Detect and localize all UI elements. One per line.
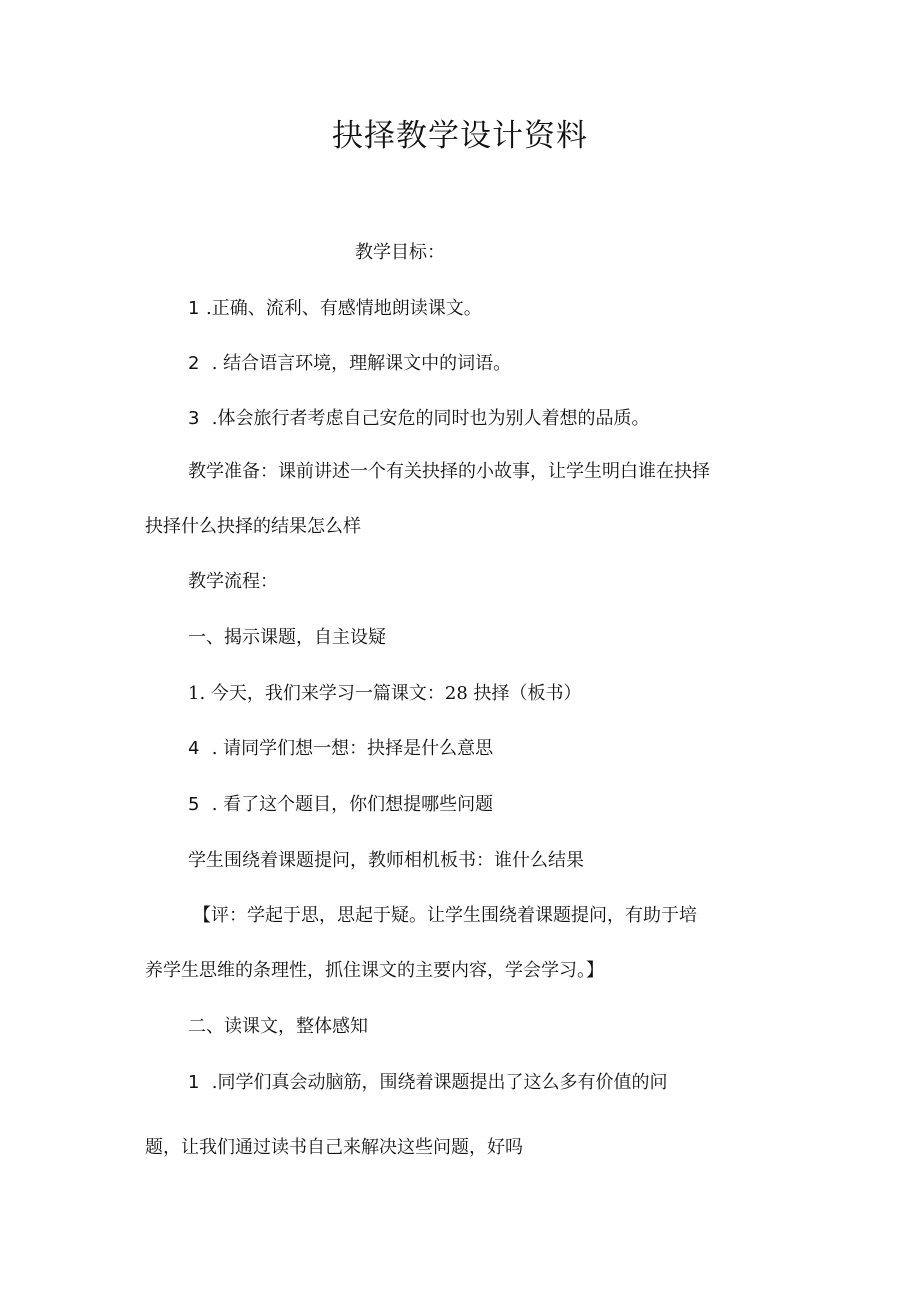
section-1-item-3-text: . 看了这个题目，你们想提哪些问题	[206, 794, 494, 815]
goal-item-2-text: . 结合语言环境，理解课文中的词语。	[206, 353, 512, 374]
section-1-item-3	[188, 792, 493, 818]
section-2-item-1-line-1	[188, 1070, 667, 1096]
document-title: 抉择教学设计资料	[332, 118, 588, 154]
goal-item-1-text: .正确、流利、有感情地朗读课文。	[206, 298, 482, 319]
goal-item-3-number: 3	[188, 408, 200, 429]
goals-heading: 教学目标：	[355, 242, 445, 263]
section-2-item-1-number: 1	[188, 1072, 200, 1093]
goal-item-2-number: 2	[188, 353, 200, 374]
evaluation-comment-line-1: 【评：学起于思，思起于疑。让学生围绕着课题提问，有助于培	[193, 905, 697, 926]
process-heading: 教学流程：	[188, 571, 278, 592]
goal-item-3	[188, 406, 649, 432]
section-2-item-1-line-2: 题，让我们通过读书自己来解决这些问题，好吗	[145, 1137, 523, 1158]
section-1-heading: 一、揭示课题，自主设疑	[188, 627, 386, 648]
goal-item-3-text: .体会旅行者考虑自己安危的同时也为别人着想的品质。	[206, 408, 650, 429]
section-1-item-2	[188, 736, 493, 762]
evaluation-comment-line-2: 养学生思维的条理性，抓住课文的主要内容，学会学习。】	[145, 960, 604, 981]
goal-item-1-number: 1	[188, 298, 200, 319]
preparation-line-2: 抉择什么抉择的结果怎么样	[145, 516, 361, 537]
goal-item-1	[188, 296, 482, 322]
section-1-item-4: 学生围绕着课题提问，教师相机板书：谁什么结果	[188, 850, 584, 871]
section-1-item-1: 1. 今天，我们来学习一篇课文：28 抉择（板书）	[188, 683, 582, 704]
section-2-item-1-text: .同学们真会动脑筋，围绕着课题提出了这么多有价值的问	[206, 1072, 668, 1093]
section-1-item-3-number: 5	[188, 794, 200, 815]
section-2-heading: 二、读课文，整体感知	[188, 1016, 368, 1037]
goal-item-2	[188, 351, 511, 377]
section-1-item-2-number: 4	[188, 738, 200, 759]
section-1-item-2-text: . 请同学们想一想：抉择是什么意思	[206, 738, 494, 759]
preparation-line-1: 教学准备：课前讲述一个有关抉择的小故事，让学生明白谁在抉择	[188, 461, 710, 482]
